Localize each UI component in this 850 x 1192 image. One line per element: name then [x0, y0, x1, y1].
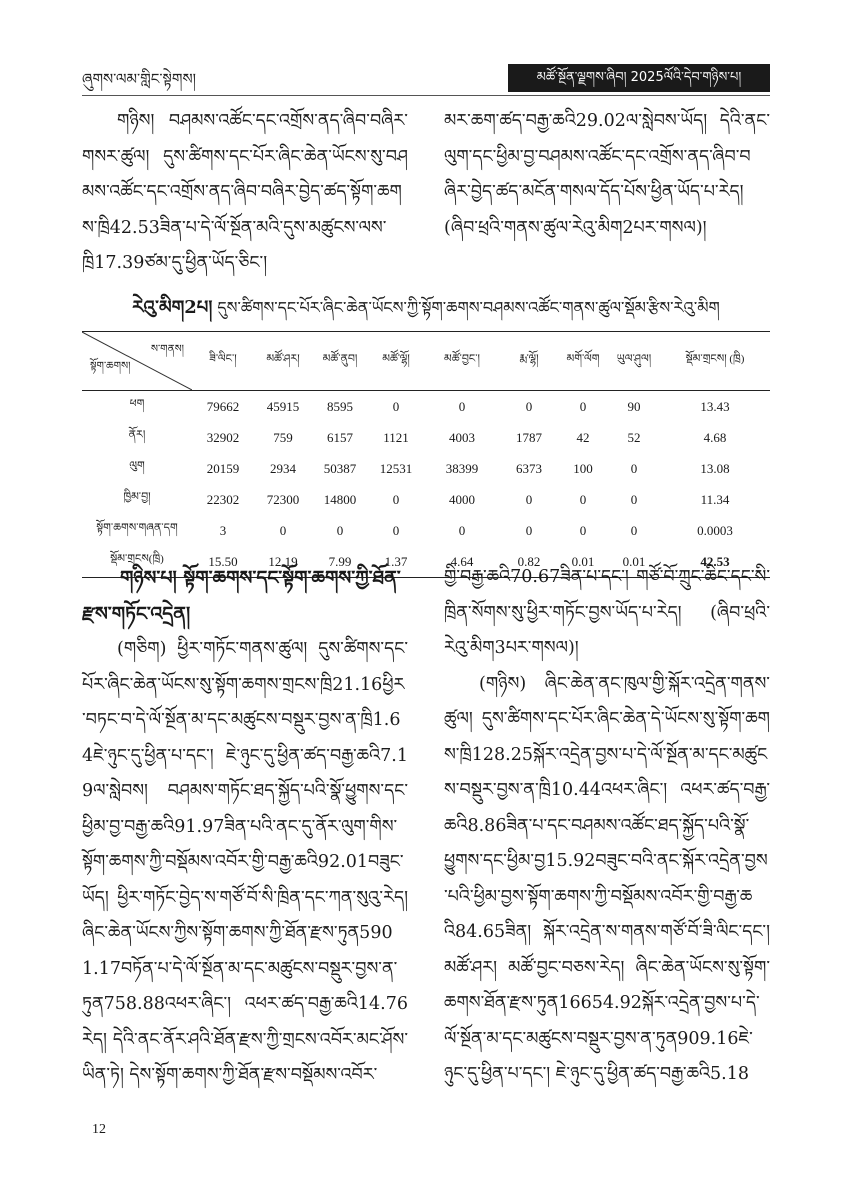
table-cell: 0: [392, 398, 400, 414]
table-cell: 6373: [516, 460, 542, 476]
table-cell: 0: [579, 522, 587, 538]
paragraph-export-continued: གྱི་བརྒྱ་ཆའི70.67ཟིན་པ་དང་། གཙོ་བོ་ཀྲུང་ཆིང་དང་སི་ཁྲིན་སོགས་སུ་ཕྱིར་གཏོང་བྱས་ཡོད་པ་རེད། (ཞིབ་ཕྲའི་རེའུ་མིག3པར་གསལ)།: [444, 567, 770, 658]
paragraph-left-top: གཉིས། བཤམས་འཚོང་དང་འགྲོས་ནད་ཞིབ་བཞིར་གསར་ཚུལ། དུས་ཚིགས་དང་པོར་ཞིང་ཆེན་ཡོངས་སུ་བཤམས་འཚོང་དང་འགྲོས་ནད་ཞིབ་བཞིར་བྱེད་ཚད་སྟོག་ཆགས་ཁྲི42.53ཟིན་པ་དེ་ལོ་སྔོན་མའི་དུས་མཚུངས་ལས་ཁྲི17.39ཙམ་དུ་ཕྱིན་ཡོད་ཅིང་།: [82, 111, 408, 273]
paragraph-right-top: མར་ཆག་ཚད་བརྒྱ་ཆའི29.02ལ་སླེབས་ཡོད། དེའི་ནང་ལུག་དང་ཕྱིམ་བྱ་བཤམས་འཚོང་དང་འགྲོས་ནད་ཞིབ་བཞིར་བྱེད་ཚད་མངོན་གསལ་དོད་པོས་ཕྱིན་ཡོད་པ་རེད། (ཞིབ་ཕྲའི་གནས་ཚུལ་རེའུ་མིག2པར་གསལ)།: [444, 111, 770, 238]
table-cell: 22302: [206, 491, 240, 507]
row-header: སྟོག་ཆགས་གཞན་དག: [96, 522, 178, 534]
table-cell: 0: [392, 491, 400, 507]
page-number: 12: [92, 1122, 106, 1137]
table-cell: 0: [525, 398, 533, 414]
table-cell: 13.08: [700, 460, 730, 476]
table-cell: 0.01: [622, 553, 646, 569]
table-cell: 0: [630, 460, 638, 476]
table-cell: 759: [273, 429, 293, 445]
column-header: མཚོ་བྱང་།: [443, 352, 480, 365]
paragraph-internal-transfer: (གཉིས) ཞིང་ཆེན་ནང་ཁུལ་གྱི་སྐོར་འདྲེན་གནས་ཚུལ། དུས་ཚིགས་དང་པོར་ཞིང་ཆེན་དེ་ཡོངས་སུ་སྟོག་ཆགས་ཁྲི128.25སྐོར་འདྲེན་བྱས་པ་དེ་ལོ་སྔོན་མ་དང་མཚུངས་བསྡུར་བྱས་ན་ཁྲི10.44འཕར་ཞིང་། འཕར་ཚད་བརྒྱ་ཆའི8.86ཟིན་པ་དང་བཤམས་འཚོང་ཐད་སྐྱོད་པའི་སྣོ་ཕྱུགས་དང་ཕྱིམ་བྱ15.92བཟུང་བའི་ནང་སྐོར་འདྲེན་བྱས་པའི་ཕྱིམ་བྱས་སྟོག་ཆགས་ཀྱི་བསྡོམས་འབོར་གྱི་བརྒྱ་ཆའི84.65ཟིན། སྐོར་འདྲེན་ས་གནས་གཙོ་བོ་ཟི་ལིང་དང་། མཚོ་ཤར། མཚོ་བྱང་བཅས་རེད། ཞིང་ཆེན་ཡོངས་སུ་སྟོག་ཆགས་ཐོན་རྫས་ཏུན16654.92སྐོར་འདྲེན་བྱས་པ་དེ་ལོ་སྔོན་མ་དང་མཚུངས་བསྡུར་བྱས་ན་ཏུན909.16ཇེ་ཉུང་དུ་ཕྱིན་པ་དང་། ཇེ་ཉུང་དུ་ཕྱིན་ཚད་བརྒྱ་ཆའི5.18: [444, 673, 770, 1084]
row-header: ནོར།: [128, 429, 146, 441]
table-cell: 100: [573, 460, 593, 476]
table-cell: 0: [579, 398, 587, 414]
table-cell: 79662: [206, 398, 240, 414]
table-cell: 11.34: [700, 491, 730, 507]
table-cell: 12.19: [268, 553, 298, 569]
corner-top-label: ས་གནས།: [150, 344, 184, 355]
column-header: མཚོ་ཤར།: [266, 352, 300, 365]
grand-total-cell: 42.53: [700, 553, 730, 569]
table-caption: [82, 290, 770, 326]
corner-cell: [82, 332, 192, 391]
table-cell: 45915: [266, 398, 300, 414]
table-header-row: [82, 332, 770, 391]
table-cell: 42: [576, 429, 590, 445]
table-cell: 52: [627, 429, 641, 445]
table-cell: 0: [630, 522, 638, 538]
table-cell: 0: [525, 491, 533, 507]
column-header: མཚོ་ནུབ།: [322, 352, 358, 365]
table-cell: 0: [336, 522, 344, 538]
table-caption-label: རེའུ་མིག2པ།: [132, 297, 213, 318]
table-cell: 1.37: [384, 553, 408, 569]
table-cell: 15.50: [208, 553, 238, 569]
table-cell: 1121: [383, 429, 409, 445]
table-cell: 38399: [445, 460, 479, 476]
row-header: ལུག: [129, 460, 145, 472]
table-cell: 0: [579, 491, 587, 507]
table-cell: 8595: [327, 398, 353, 414]
right-column-bottom: [444, 560, 770, 1093]
column-header: རྨ་ལྷོ།: [519, 352, 539, 365]
table-cell: 4003: [449, 429, 475, 445]
section-heading: གཉིས་པ། སྟོག་ཆགས་དང་སྟོག་ཆགས་ཀྱི་ཐོན་རྫས་གཏོང་འདྲེན།: [82, 567, 401, 625]
table-cell: 0: [392, 522, 400, 538]
table-row: [82, 515, 770, 546]
table-cell: 1787: [516, 429, 542, 445]
journal-banner: མཚོ་སྔོན་ལྗགས་ཞིབ། 2025ལོའི་དེབ་གཉིས་པ།: [508, 64, 770, 92]
livestock-table: [82, 331, 770, 578]
table-cell: 32902: [206, 429, 240, 445]
data-table: [82, 331, 770, 578]
table-cell: 20159: [206, 460, 240, 476]
table-cell: 4.64: [450, 553, 474, 569]
table-row: [82, 391, 770, 423]
column-header: སྡོམ་གྲངས། (ཁྲི): [685, 352, 745, 365]
column-header: ཡུལ་ཤུལ།: [616, 352, 652, 365]
table-cell: 4000: [449, 491, 475, 507]
table-cell: 0: [458, 522, 466, 538]
table-row: [82, 422, 770, 453]
table-row: [82, 453, 770, 484]
row-header: ཁྱིམ་བྱ།: [123, 491, 151, 503]
table-row: [82, 484, 770, 515]
table-caption-text: དུས་ཚིགས་དང་པོར་ཞིང་ཆེན་ཡོངས་ཀྱི་སྟོག་ཆགས་བཤམས་འཚོང་གནས་ཚུལ་སྡོམ་རྩིས་རེའུ་མིག: [217, 298, 720, 317]
table-cell: 0.82: [517, 553, 541, 569]
table-cell: 13.43: [700, 398, 730, 414]
table-cell: 6157: [327, 429, 353, 445]
row-header: སྡོམ་གྲངས(ཁྲི): [110, 553, 164, 565]
header-divider: [82, 95, 770, 96]
table-cell: 50387: [323, 460, 357, 476]
corner-bottom-label: སྟོག་ཆགས།: [90, 361, 131, 372]
column-header: མགོ་ལོག: [566, 352, 600, 365]
paragraph-export: (གཅིག) ཕྱིར་གཏོང་གནས་ཚུལ། དུས་ཚིགས་དང་པོར་ཞིང་ཆེན་ཡོངས་སུ་སྟོག་ཆགས་གྲངས་ཁྲི21.16ཕྱིར་བཏང་བ་དེ་ལོ་སྔོན་མ་དང་མཚུངས་བསྡུར་བྱས་ན་ཁྲི1.64ཇེ་ཉུང་དུ་ཕྱིན་པ་དང་། ཇེ་ཉུང་དུ་ཕྱིན་ཚད་བརྒྱ་ཆའི7.19ལ་སླེབས། བཤམས་གཏོང་ཐད་སྐྱོད་པའི་སྣོ་ཕྱུགས་དང་ཕྱིམ་བྱ་བརྒྱ་ཆའི91.97ཟིན་པའི་ནང་དུ་ནོར་ལུག་གིས་སྟོག་ཆགས་ཀྱི་བསྡོམས་འབོར་གྱི་བརྒྱ་ཆའི92.01བཟུང་ཡོད། ཕྱིར་གཏོང་བྱེད་ས་གཙོ་བོ་སི་ཁྲིན་དང་ཀན་སུའུ་རེད། ཞིང་ཆེན་ཡོངས་ཀྱིས་སྟོག་ཆགས་ཀྱི་ཐོན་རྫས་ཏུན5901.17བཏོན་པ་དེ་ལོ་སྔོན་མ་དང་མཚུངས་བསྡུར་བྱས་ན་ཏུན758.88འཕར་ཞིང་། འཕར་ཚད་བརྒྱ་ཆའི14.76རེད། དེའི་ནང་ནོར་ཤའི་ཐོན་རྫས་ཀྱི་གྲངས་འབོར་མང་ཤོས་ཡིན་ཏེ། དེས་སྟོག་ཆགས་ཀྱི་ཐོན་རྫས་བསྡོམས་འབོར་: [82, 639, 408, 1085]
table-cell: 3: [219, 522, 227, 538]
table-cell: 90: [627, 398, 641, 414]
table-cell: 7.99: [328, 553, 352, 569]
table-cell: 14800: [323, 491, 357, 507]
table-cell: 2934: [270, 460, 296, 476]
table-cell: 0: [630, 491, 638, 507]
section-title: ཞུགས་ལམ་གླིང་སྟེགས།: [82, 70, 196, 88]
column-header: ཟི་ལིང་།: [209, 352, 237, 365]
left-column-bottom: [82, 560, 408, 1094]
table-cell: 0: [279, 522, 287, 538]
table-cell: 0.01: [571, 553, 595, 569]
table-cell: 0: [458, 398, 466, 414]
right-column-top: [444, 104, 770, 246]
table-cell: 4.68: [703, 429, 727, 445]
table-cell: 12531: [379, 460, 413, 476]
table-cell: 72300: [266, 491, 300, 507]
left-column-top: [82, 104, 408, 282]
table-cell: 0.0003: [697, 522, 733, 538]
table-cell: 0: [525, 522, 533, 538]
column-header: མཚོ་ལྷོ།: [382, 352, 410, 365]
row-header: ཕག: [129, 398, 145, 410]
